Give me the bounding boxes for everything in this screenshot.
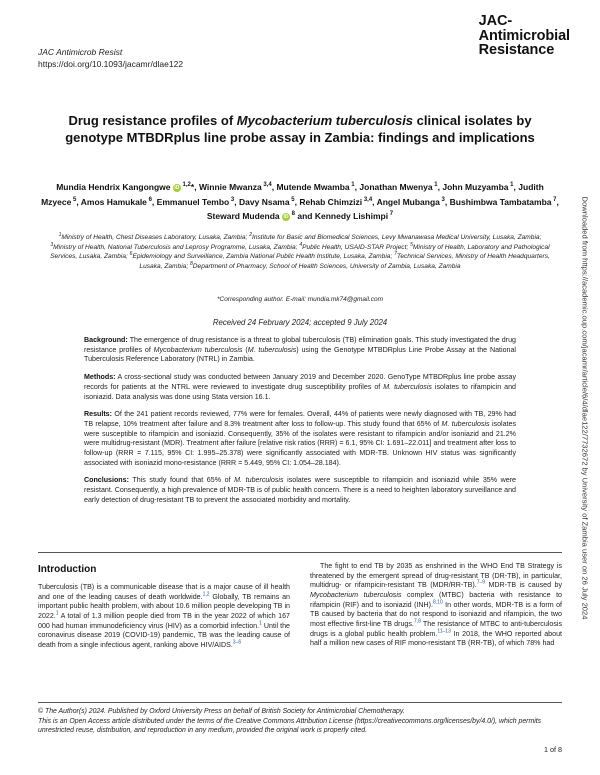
affiliation-item: $^1$Ministry of Health, Chest Diseases Laboratory, Lusaka, Zambia;: [58, 231, 250, 241]
citation-link[interactable]: 7,8: [413, 618, 421, 625]
affiliation-item: $^3$Ministry of Health, National Tuberculosis and Leprosy Programme, Lusaka, Zambia;: [50, 241, 300, 251]
intro-left-column: Tuberculosis (TB) is a communicable disease that is a major cause of ill health and one of the leading causes of death worldwide.$^{1,2}$ Globally, TB remains an important public health problem, with about 10.6 million people developing TB in 2022.$^1$ A total of 1.3 million people died from TB in the year 2022 of which 167 000 had human immunodeficiency virus (HIV) as a comorbid infection.$^1$ Until the coronavirus disease 2019 (COVID-19) pandemic, TB was the leading cause of death from a single infectious agent, ranking above HIV/AIDS.$^{3-6}$: [38, 583, 291, 649]
section-divider: [38, 552, 562, 553]
affiliation-item: $^2$Institute for Basic and Biomedical Sciences, Levy Mwanawasa Medical University, Lusaka, Zambia;: [249, 231, 542, 241]
journal-header: [38, 46, 183, 70]
article-title: [58, 112, 542, 146]
journal-name: JAC Antimicrob Resist: [38, 47, 123, 57]
title-part-1: Drug resistance profiles of: [68, 113, 237, 128]
author-name[interactable]: Rehab Chimzizi $^{3,4}$,: [299, 196, 375, 207]
affiliation-item: $^5$Ministry of Health, Laboratory and Pathological Services, Lusaka, Zambia;: [50, 241, 550, 261]
brand-line-2: Antimicrobial: [478, 27, 570, 44]
journal-brand-logo: [479, 14, 570, 58]
orcid-icon[interactable]: iD: [283, 213, 289, 220]
abstract-results: Results: Of the 241 patient records reviewed, 77% were for females. Overall, 44% of patients were newly diagnosed with TB, 29% had TB relapse, 10% treatment after failure and 8.3% treatment after loss to follow-up. This study found that 65% of M. tuberculosis isolates were susceptible to rifampicin and isoniazid. Consequently, 35% of the isolates were resistant to rifampicin and/or isoniazid and 21.2% were multidrug-resistant (MDR). Treatment after failure [relative risk ratios (RRR) = 6.1, 95% CI: 1.691–22.011] and treatment after loss to follow-up (RRR = 7.115, 95% CI: 1.995–25.378) were significantly associated with MDR-TB. Unknown HIV status was significantly associated with isoniazid mono-resistance (RRR = 5.449, 95% CI: 1.054–28.184).: [84, 410, 517, 467]
download-watermark: Downloaded from https://academic.oup.com/jacamr/article/6/4/dlae122/7732672 by University of Zambia user on 26 July 2024: [580, 196, 590, 620]
intro-right-column: The fight to end TB by 2035 as enshrined in the WHO End TB Strategy is threatened by the emergent spread of drug-resistant TB (DR-TB), in particular, multidrug- or rifampicin-resistant TB (MDR/RR-TB).$^{7-9}$ MDR-TB is caused by Mycobacterium tuberculosis complex (MTBC) bacteria with resistance to rifampicin (RIF) and to isoniazid (INH).$^{8,10}$ In other words, MDR-TB is a form of TB caused by bacteria that do not respond to isoniazid and rifampicin, the two most effective first-line TB drugs.$^{7,8}$ The resistance of MTBC to anti-tuberculosis drugs is a global public health problem.$^{11-13}$ In 2018, the WHO reported about half a million new cases of RIF mono-resistant TB (RR-TB), of which 78% had: [310, 562, 563, 648]
title-italic: Mycobacterium tuberculosis: [236, 113, 414, 128]
brand-line-1: JAC-: [478, 13, 513, 29]
citation-link[interactable]: 7–9: [476, 579, 486, 586]
title-part-2: clinical isolates by genotype MTBDRplus line probe assay in Zambia: findings and implications: [65, 113, 535, 145]
page-number: 1 of 8: [544, 745, 562, 754]
citation-link[interactable]: 3–6: [232, 639, 242, 646]
received-dates: Received 24 February 2024; accepted 9 July 2024: [212, 318, 388, 327]
footer-divider: [38, 702, 562, 703]
orcid-icon[interactable]: iD: [174, 184, 180, 191]
author-name[interactable]: Mundia Hendrix Kangongwe iD $^{1,2}$*,: [56, 182, 197, 192]
author-name[interactable]: Judith Mzyece $^5$,: [41, 182, 544, 207]
author-name[interactable]: Bushimbwa Tambatamba $^7$,: [449, 196, 559, 207]
affiliations: [50, 233, 550, 271]
abstract: [84, 336, 516, 514]
citation-link[interactable]: 8,10: [433, 599, 443, 606]
author-name[interactable]: Winnie Mwanza $^{3,4}$,: [198, 182, 275, 192]
author-name[interactable]: Jonathan Mwenya $^1$,: [359, 182, 441, 192]
corresponding-author: *Corresponding author. E-mail: mundia.mk74@gmail.com: [216, 296, 384, 303]
author-name[interactable]: John Muzyamba $^1$,: [442, 182, 516, 192]
author-name[interactable]: Davy Nsama $^5$,: [239, 196, 297, 207]
copyright-line: © The Author(s) 2024. Published by Oxford University Press on behalf of British Society for Antimicrobial Chemotherapy.: [38, 708, 405, 715]
citation-link[interactable]: 1,2: [202, 591, 210, 598]
doi-link[interactable]: https://doi.org/10.1093/jacamr/dlae122: [38, 59, 184, 69]
citation-link[interactable]: 11–13: [437, 628, 451, 635]
brand-line-3: Resistance: [478, 42, 555, 58]
affiliation-item: $^8$Department of Pharmacy, School of Health Sciences, University of Zambia, Lusaka, Zambia: [190, 260, 461, 270]
abstract-methods: Methods: A cross-sectional study was conducted between January 2019 and December 2020. GenoType MTBDRplus line probe assay records for patients at the NTRL were reviewed to investigate drug susceptibility profiles of M. tuberculosis isolates to rifampicin and isoniazid. Data analysis was done using Stata version 16.1.: [84, 373, 517, 401]
affiliation-item: $^7$Technical Services, Ministry of Health Headquarters, Lusaka, Zambia;: [139, 251, 550, 270]
affiliation-item: $^6$Epidemiology and Surveillance, Zambia National Public Health Institute, Lusaka, Zambia;: [129, 251, 395, 261]
author-name[interactable]: Steward Mudenda iD $^8$: [206, 211, 296, 221]
license-line: This is an Open Access article distributed under the terms of the Creative Commons Attribution License (https://creativecommons.org/licenses/by/4.0/), which permits unrestricted reuse, distribution, and reproduction in any medium, provided the original work is properly cited.: [38, 717, 542, 735]
introduction-heading: Introduction: [38, 564, 97, 575]
author-name[interactable]: Angel Mubanga $^3$,: [376, 196, 448, 207]
abstract-conclusions: Conclusions: This study found that 65% of M. tuberculosis isolates were susceptible to rifampicin and isoniazid while 35% were resistant. Consequently, a high prevalence of MDR-TB is of public health concern. There is a need to heighten laboratory surveillance and early detection of drug-resistant TB to prevent the associated morbidity and mortality.: [84, 476, 517, 504]
copyright-footer: [38, 707, 562, 736]
author-name[interactable]: and Kennedy Lishimpi $^7$: [297, 211, 394, 221]
author-name[interactable]: Amos Hamukale $^6$,: [80, 196, 155, 207]
author-list: [40, 180, 560, 224]
author-name[interactable]: Emmanuel Tembo $^3$,: [156, 196, 237, 207]
affiliation-item: $^4$Public Health, USAID-STAR Project;: [299, 241, 411, 251]
citation-link[interactable]: 1: [259, 620, 262, 627]
abstract-background: Background: The emergence of drug resistance is a threat to global tuberculosis (TB) elimination goals. This study investigated the drug resistance profiles of Mycobacterium tuberculosis (M. tuberculosis) using the Genotype MTBDRplus Line Probe Assay at the National Tuberculosis Reference Laboratory (NTRL) in Zambia.: [84, 336, 517, 364]
author-name[interactable]: Mutende Mwamba $^1$,: [276, 182, 358, 192]
citation-link[interactable]: 1: [55, 610, 59, 617]
